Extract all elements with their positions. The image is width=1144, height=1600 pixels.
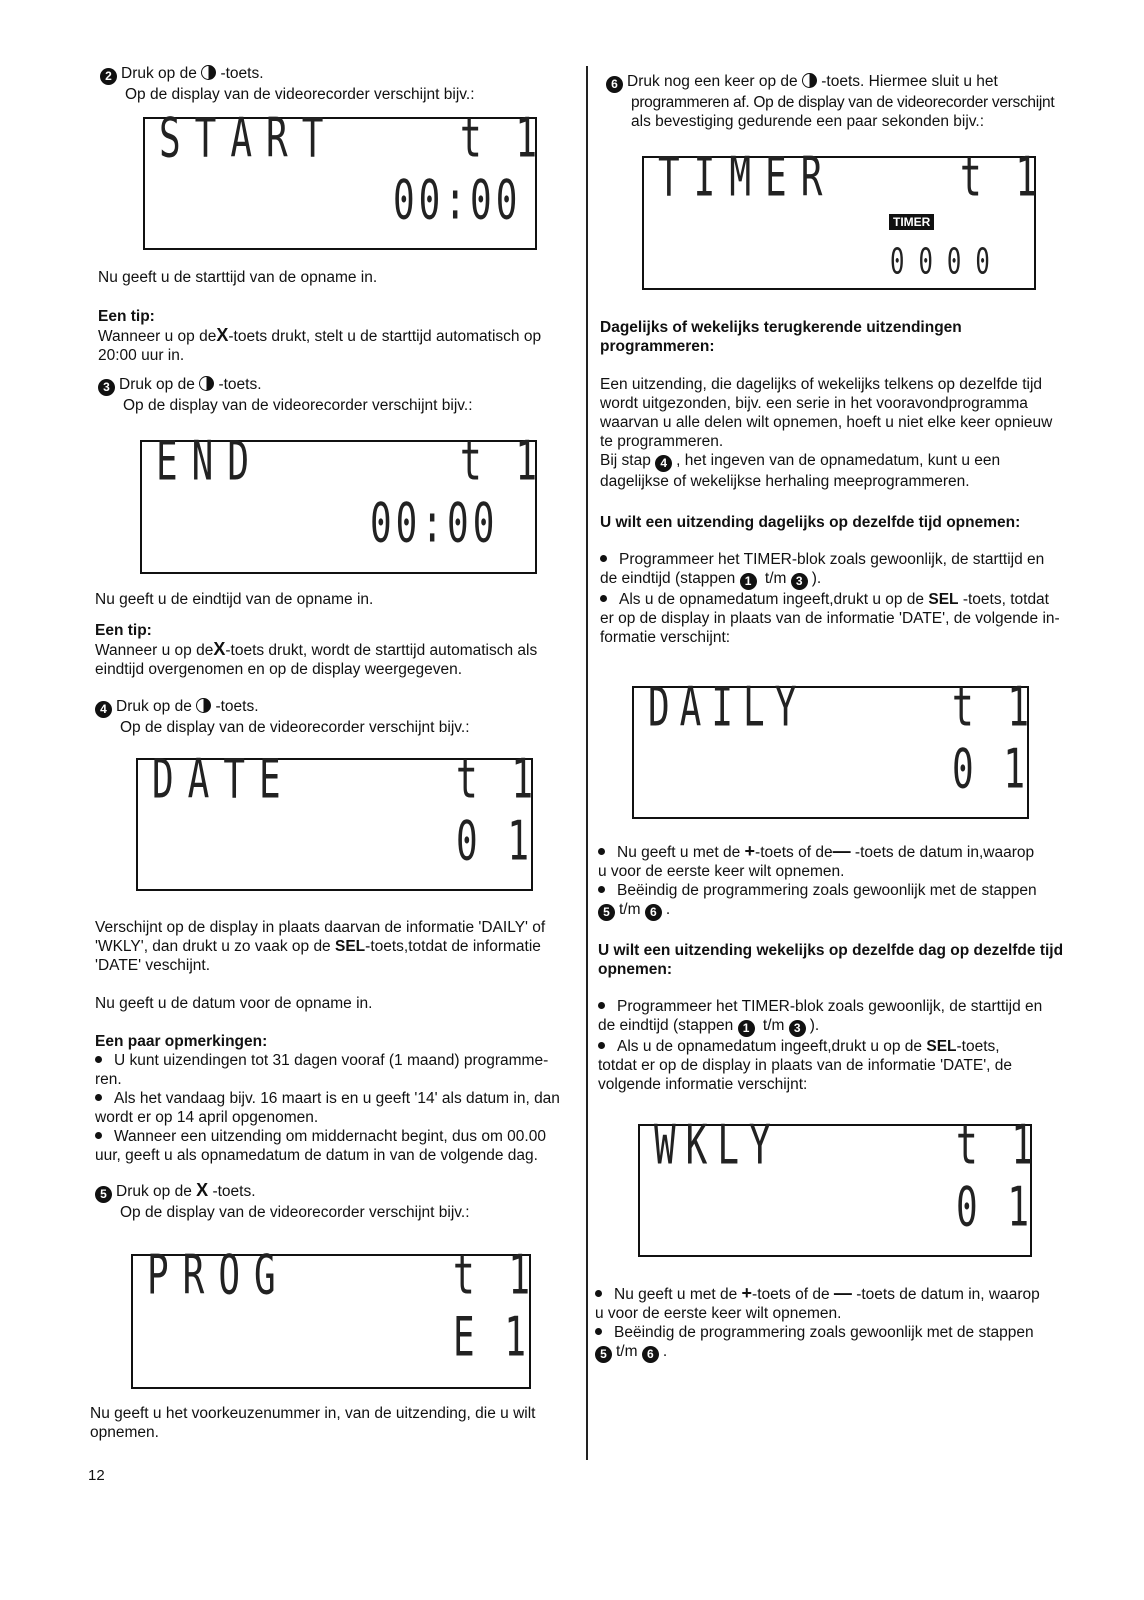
daily-bullet-2-line2: er op de display in plaats van de informatie 'DATE', de volgende in- <box>600 610 1060 627</box>
lcd-word: PROG <box>147 1245 290 1307</box>
step-2-line: 2 Druk op de -toets. <box>100 64 580 85</box>
weekly-bullet-2-line2: totdat er op de display in plaats van de informatie 'DATE', de <box>598 1057 1013 1074</box>
sel-key-label: SEL <box>335 938 366 955</box>
lcd-value: 0 1 <box>956 1177 1034 1239</box>
left-column <box>100 64 580 104</box>
preset-note-line-1: Nu geeft u het voorkeuzenummer in, van de uitzending, die u wilt <box>90 1405 536 1422</box>
bullet-icon <box>598 1042 605 1049</box>
lcd-track: t 1 <box>956 1115 1040 1177</box>
sel-key-label: SEL <box>928 591 959 608</box>
bullet-icon <box>95 1056 102 1063</box>
bullet-icon <box>95 1132 102 1139</box>
recurring-intro-4: te programmeren. <box>600 433 724 450</box>
right-text-block-1 <box>600 318 1090 647</box>
step-number-6: 6 <box>642 1346 659 1363</box>
step-5-line: 5 Druk op de X -toets. <box>95 1181 582 1203</box>
date-info-line-2: 'WKLY', dan drukt u zo vaak op de SEL-toets,totdat de informatie <box>95 938 541 955</box>
section-heading-recurring: Dagelijks of wekelijks terugkerende uitzendingen <box>600 319 962 336</box>
recurring-intro-6: dagelijkse of wekelijkse herhaling meeprogrammeren. <box>600 473 970 490</box>
remark-1: U kunt uizendingen tot 31 dagen vooraf (1 maand) programme- <box>95 1051 582 1070</box>
daily-bullet-3: Nu geeft u met de +-toets of de— -toets de datum in,waarop <box>598 842 1090 862</box>
right-text-block-2 <box>598 842 1090 1094</box>
remark-2: Als het vandaag bijv. 16 maart is en u geeft '14' als datum in, dan <box>95 1089 582 1108</box>
weekly-bullet-4-line2: 5 t/m 6 . <box>595 1342 1089 1363</box>
lcd-word: START <box>159 108 338 170</box>
daily-bullet-4: Beëindig de programmering zoals gewoonlijk met de stappen <box>598 881 1090 900</box>
tip-1-text: Wanneer u op deX-toets drukt, stelt u de starttijd automatisch op <box>98 325 542 345</box>
lcd-track: t 1 <box>952 677 1036 739</box>
left-text-block-3 <box>95 918 582 1222</box>
section-heading-daily: U wilt een uitzending dagelijks op dezelfde tijd opnemen: <box>600 514 1021 531</box>
section-heading-weekly-2: opnemen: <box>598 961 673 978</box>
left-text-block-1 <box>98 268 582 415</box>
step-6-desc-1: programmeren af. Op de display van de videorecorder verschijnt <box>631 94 1055 111</box>
bullet-icon <box>598 1002 605 1009</box>
lcd-track: t 1 <box>453 1245 537 1307</box>
x-key-icon: X <box>196 1180 209 1200</box>
remark-2-line2: wordt er op 14 april opgenomen. <box>95 1109 319 1126</box>
column-divider <box>586 66 588 1460</box>
lcd-word: DATE <box>152 749 295 811</box>
section-heading-weekly: U wilt een uitzending wekelijks op dezelfde dag op dezelfde tijd <box>598 942 1064 959</box>
remarks-title: Een paar opmerkingen: <box>95 1033 268 1050</box>
lcd-value: 0 1 <box>456 811 534 873</box>
weekly-bullet-2-line3: volgende informatie verschijnt: <box>598 1076 808 1093</box>
minus-key-icon: — <box>833 1283 852 1303</box>
lcd-time: 00:00 <box>370 493 499 555</box>
clock-button-icon <box>201 65 216 80</box>
bullet-icon <box>598 848 605 855</box>
bullet-icon <box>600 595 607 602</box>
recurring-intro-1: Een uitzending, die dagelijks of wekelijks telkens op dezelfde tijd <box>600 376 1043 393</box>
left-text-block-4 <box>90 1404 582 1442</box>
lcd-track: t 1 <box>460 108 544 170</box>
left-text-block-2 <box>95 590 582 737</box>
step-4-desc: Op de display van de videorecorder verschijnt bijv.: <box>120 719 470 736</box>
lcd-display-end <box>140 431 544 574</box>
bullet-icon <box>598 886 605 893</box>
clock-button-icon <box>199 376 214 391</box>
step-6-line: 6 Druk nog een keer op de -toets. Hiermee sluit u het <box>606 72 1086 93</box>
recurring-intro-2: wordt uitgezonden, bijv. een serie in het vooravondprogramma <box>600 395 1028 412</box>
section-heading-recurring-2: programmeren: <box>600 338 715 355</box>
clock-button-icon <box>196 698 211 713</box>
tip-2-text: Wanneer u op deX-toets drukt, wordt de starttijd automatisch als <box>95 639 538 659</box>
daily-bullet-1-line2: de eindtijd (stappen 1 t/m 3 ). <box>600 570 822 588</box>
tip-2-title: Een tip: <box>95 622 152 639</box>
lcd-display-daily <box>632 677 1036 819</box>
daily-bullet-1: Programmeer het TIMER-blok zoals gewoonlijk, de starttijd en <box>600 550 1090 569</box>
page-number: 12 <box>88 1467 105 1484</box>
lcd-word: DAILY <box>648 677 807 739</box>
step-2-desc: Op de display van de videorecorder verschijnt bijv.: <box>125 86 475 103</box>
bullet-icon <box>600 555 607 562</box>
x-key-icon: X <box>216 325 229 345</box>
step-number-5: 5 <box>95 1186 112 1203</box>
lcd-word: WKLY <box>654 1115 781 1177</box>
lcd-time: 00:00 <box>393 170 522 232</box>
tip-1-title: Een tip: <box>98 308 155 325</box>
plus-key-icon: + <box>741 1283 753 1303</box>
bullet-icon <box>95 1094 102 1101</box>
bullet-icon <box>595 1290 602 1297</box>
weekly-bullet-4: Beëindig de programmering zoals gewoonlijk met de stappen <box>595 1323 1089 1342</box>
date-enter-note: Nu geeft u de datum voor de opname in. <box>95 995 373 1012</box>
lcd-display-date <box>136 749 540 891</box>
weekly-bullet-1-line2: de eindtijd (stappen 1 t/m 3 ). <box>598 1017 820 1035</box>
lcd-word: END <box>156 431 264 493</box>
step-number-3: 3 <box>789 1020 806 1037</box>
remark-1-line2: ren. <box>95 1071 122 1088</box>
right-column-top <box>606 72 1086 131</box>
date-info-line-3: 'DATE' veschijnt. <box>95 957 211 974</box>
lcd-display-wkly <box>638 1115 1040 1257</box>
step-6-desc-2: als bevestiging gedurende een paar sekonden bijv.: <box>631 113 985 130</box>
lcd-track: t 1 <box>456 749 540 811</box>
daily-bullet-4-line2: 5 t/m 6 . <box>598 900 1090 921</box>
clock-button-icon <box>802 73 817 88</box>
step-4-line: 4 Druk op de -toets. <box>95 697 582 718</box>
plus-key-icon: + <box>744 841 756 861</box>
remark-3: Wanneer een uitzending om middernacht begint, dus om 00.00 <box>95 1127 582 1146</box>
step-number-6: 6 <box>606 76 623 93</box>
lcd-value: 0000 <box>890 240 1004 283</box>
sel-key-label: SEL <box>926 1038 957 1055</box>
step-3-line: 3 Druk op de -toets. <box>98 375 582 396</box>
lcd-display-timer <box>642 147 1044 290</box>
step-5-desc: Op de display van de videorecorder verschijnt bijv.: <box>120 1204 470 1221</box>
weekly-bullet-1: Programmeer het TIMER-blok zoals gewoonlijk, de starttijd en <box>598 997 1090 1016</box>
timer-indicator-badge: TIMER <box>889 214 934 230</box>
weekly-bullet-3: Nu geeft u met de +-toets of de — -toets de datum in, waarop <box>595 1284 1089 1304</box>
step-number-5: 5 <box>598 904 615 921</box>
lcd-value: E 1 <box>453 1307 531 1369</box>
step-3-desc: Op de display van de videorecorder verschijnt bijv.: <box>123 397 473 414</box>
step-number-3: 3 <box>791 573 808 590</box>
lcd-display-prog <box>131 1245 537 1389</box>
bullet-icon <box>595 1328 602 1335</box>
right-text-block-3 <box>595 1284 1089 1363</box>
start-time-note: Nu geeft u de starttijd van de opname in. <box>98 269 378 286</box>
step-number-3: 3 <box>98 379 115 396</box>
end-time-note: Nu geeft u de eindtijd van de opname in. <box>95 591 374 608</box>
remark-3-line2: uur, geeft u als opnamedatum de datum in van de volgende dag. <box>95 1147 538 1164</box>
step-number-6: 6 <box>645 904 662 921</box>
step-number-2: 2 <box>100 68 117 85</box>
tip-1-text-line2: 20:00 uur in. <box>98 347 185 364</box>
weekly-bullet-3-line2: u voor de eerste keer wilt opnemen. <box>595 1305 842 1322</box>
daily-bullet-2: Als u de opnamedatum ingeeft,drukt u op de SEL -toets, totdat <box>600 590 1090 609</box>
minus-key-icon: — <box>832 841 851 861</box>
daily-bullet-2-line3: formatie verschijnt: <box>600 629 731 646</box>
tip-2-text-line2: eindtijd overgenomen en op de display weergegeven. <box>95 661 463 678</box>
step-number-1: 1 <box>738 1020 755 1037</box>
lcd-word: TIMER <box>658 147 837 209</box>
step-number-4: 4 <box>95 701 112 718</box>
weekly-bullet-2: Als u de opnamedatum ingeeft,drukt u op de SEL-toets, <box>598 1037 1090 1056</box>
daily-bullet-3-line2: u voor de eerste keer wilt opnemen. <box>598 863 845 880</box>
preset-note-line-2: opnemen. <box>90 1424 159 1441</box>
step-number-4: 4 <box>655 455 672 472</box>
lcd-display-start <box>143 108 544 250</box>
date-info-line-1: Verschijnt op de display in plaats daarvan de informatie 'DAILY' of <box>95 919 546 936</box>
lcd-value: 0 1 <box>952 739 1030 801</box>
x-key-icon: X <box>213 639 226 659</box>
lcd-track: t 1 <box>460 431 544 493</box>
recurring-intro-3: waarvan u alle delen wilt opnemen, hoeft u niet elke keer opnieuw <box>600 414 1053 431</box>
recurring-intro-5: Bij stap 4 , het ingeven van de opnamedatum, kunt u een <box>600 452 1001 470</box>
step-number-1: 1 <box>740 573 757 590</box>
step-number-5: 5 <box>595 1346 612 1363</box>
lcd-track: t 1 <box>960 147 1044 209</box>
